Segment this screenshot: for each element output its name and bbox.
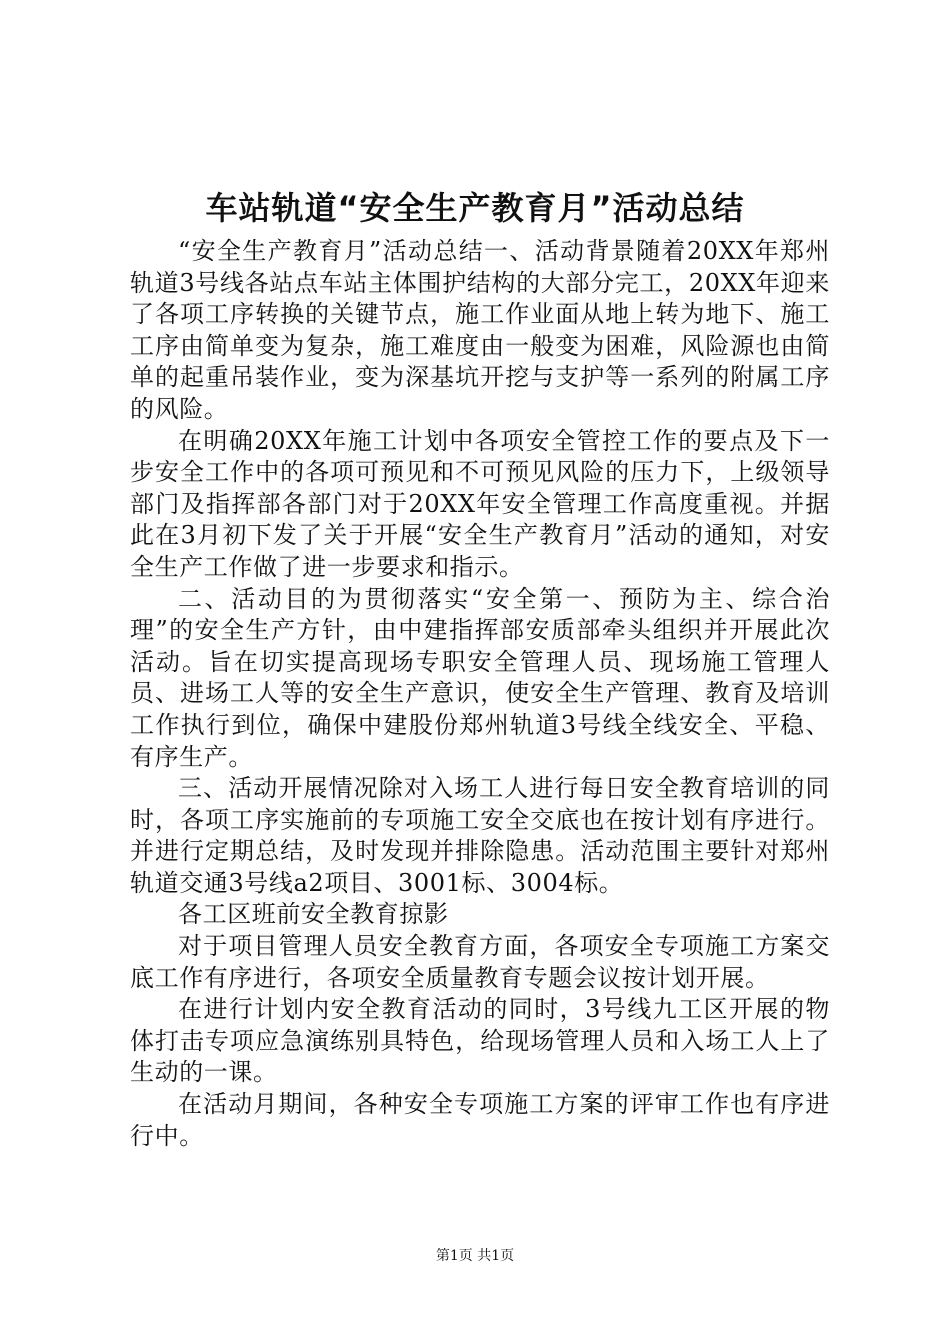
paragraph-4: 三、活动开展情况除对入场工人进行每日安全教育培训的同时，各项工序实施前的专项施工安全交底也在按计划有序进行。并进行定期总结，及时发现并排除隐患。活动范围主要针对郑州轨道交通3号线a2项目、3001标、3004标。	[130, 774, 830, 897]
page-footer: 第1页 共1页	[435, 1248, 515, 1264]
document-body	[130, 236, 830, 1152]
paragraph-2: 在明确20XX年施工计划中各项安全管控工作的要点及下一步安全工作中的各项可预见和不可预见风险的压力下，上级领导部门及指挥部各部门对于20XX年安全管理工作高度重视。并据此在3月初下发了关于开展“安全生产教育月”活动的通知，对安全生产工作做了进一步要求和指示。	[130, 426, 830, 581]
paragraph-8: 在活动月期间，各种安全专项施工方案的评审工作也有序进行中。	[130, 1090, 830, 1150]
paragraph-1: “安全生产教育月”活动总结一、活动背景随着20XX年郑州轨道3号线各站点车站主体围护结构的大部分完工，20XX年迎来了各项工序转换的关键节点，施工作业面从地上转为地下、施工工序由简单变为复杂，施工难度由一般变为困难，风险源也由简单的起重吊装作业，变为深基坑开挖与支护等一系列的附属工序的风险。	[130, 237, 830, 423]
page-title: 车站轨道“安全生产教育月”活动总结	[205, 189, 745, 227]
paragraph-7: 在进行计划内安全教育活动的同时，3号线九工区开展的物体打击专项应急演练别具特色，给现场管理人员和入场工人上了生动的一课。	[130, 995, 830, 1087]
paragraph-5: 各工区班前安全教育掠影	[178, 900, 449, 929]
paragraph-3: 二、活动目的为贯彻落实“安全第一、预防为主、综合治理”的安全生产方针，由中建指挥部安质部牵头组织并开展此次活动。旨在切实提高现场专职安全管理人员、现场施工管理人员、进场工人等的安全生产意识，使安全生产管理、教育及培训工作执行到位，确保中建股份郑州轨道3号线全线安全、平稳、有序生产。	[130, 584, 830, 771]
paragraph-6: 对于项目管理人员安全教育方面，各项安全专项施工方案交底工作有序进行，各项安全质量教育专题会议按计划开展。	[130, 932, 830, 992]
